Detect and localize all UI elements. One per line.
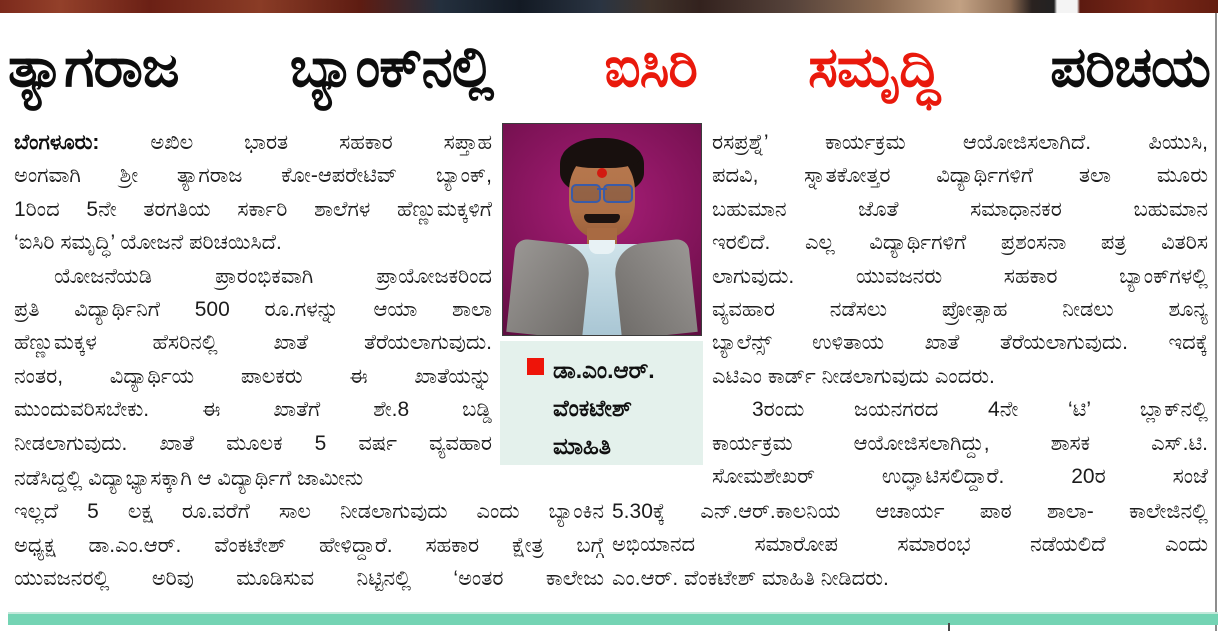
dateline: ಬೆಂಗಳೂರು:: [14, 131, 100, 154]
left-column-narrow: [14, 126, 492, 460]
caption-bullet-row: [527, 358, 553, 376]
body-line: ಮುಂದುವರಿಸಬೇಕು. ಈ ಖಾತೆಗೆ ಶೇ.8 ಬಡ್ಡಿ: [14, 398, 492, 422]
article-headline: [8, 34, 1210, 118]
headline-red-part: ಐಸಿರಿ ಸಮೃದ್ಧಿ: [604, 35, 940, 98]
body-line: ಕಾರ್ಯಕ್ರಮ ಆಯೋಜಿಸಲಾಗಿದ್ದು, ಶಾಸಕ ಎಸ್.ಟಿ.: [712, 431, 1208, 455]
body-line: ಅಭಿಯಾನದ ಸಮಾರೋಪ ಸಮಾರಂಭ ನಡೆಯಲಿದೆ ಎಂದು: [612, 533, 1208, 557]
body-line: 5.30ಕ್ಕೆ ಎನ್.ಆರ್.ಕಾಲನಿಯ ಆಚಾರ್ಯ ಪಾಠ ಶಾಲಾ- ಕಾಲೇಜಿನಲ್ಲಿ: [612, 500, 1208, 523]
body-line: ‘ಐಸಿರಿ ಸಮೃದ್ಧಿ’ ಯೋಜನೆ ಪರಿಚಯಿಸಿದೆ.: [14, 231, 282, 255]
portrait-tilak: [597, 168, 607, 178]
portrait-hairline: [563, 142, 641, 168]
caption-line: ವೆಂಕಟೇಶ್: [553, 395, 632, 421]
top-cropped-photo-strip: [0, 0, 1218, 13]
left-column-wide: [14, 462, 604, 596]
portrait-photo: [502, 123, 702, 336]
glasses-left-lens: [571, 184, 601, 203]
red-square-bullet-icon: [527, 358, 544, 375]
body-line: ನಡೆಸಿದ್ದಲ್ಲಿ ವಿದ್ಯಾಭ್ಯಾಸಕ್ಕಾಗಿ ಆ ವಿದ್ಯಾರ್ಥಿಗೆ ಜಾಮೀನು: [14, 467, 364, 490]
section-divider-bar: [8, 612, 1218, 625]
portrait-glasses: [569, 184, 635, 200]
portrait-mustache: [584, 214, 620, 223]
body-line: ಎಟಿಎಂ ಕಾರ್ಡ್ ನೀಡಲಾಗುವುದು ಎಂದರು.: [712, 364, 995, 388]
headline-black-part2: ಪರಿಚಯ: [1050, 35, 1210, 98]
body-line: ಇರಲಿದೆ. ಎಲ್ಲ ವಿದ್ಯಾರ್ಥಿಗಳಿಗೆ ಪ್ರಶಂಸನಾ ಪತ್ರ ವಿತರಿಸ: [712, 231, 1208, 255]
portrait-collar: [589, 240, 615, 254]
body-line: ಯೋಜನೆಯಡಿ ಪ್ರಾರಂಭಿಕವಾಗಿ ಪ್ರಾಯೋಜಕರಿಂದ: [54, 264, 492, 288]
glasses-bridge: [597, 188, 607, 190]
body-line: ಎಂ.ಆರ್. ವೆಂಕಟೇಶ್ ಮಾಹಿತಿ ನೀಡಿದರು.: [612, 566, 889, 590]
glasses-right-lens: [603, 184, 633, 203]
portrait-vest-right: [612, 238, 697, 336]
body-line: ಯುವಜನರಲ್ಲಿ ಅರಿವು ಮೂಡಿಸುವ ನಿಟ್ಟಿನಲ್ಲಿ ‘ಅಂತರ ಕಾಲೇಜು: [14, 567, 604, 591]
body-line: ಸೋಮಶೇಖರ್ ಉದ್ಘಾಟಿಸಲಿದ್ದಾರೆ. 20ರ ಸಂಜೆ: [712, 464, 1208, 488]
body-line: ಬ್ಯಾಲೆನ್ಸ್ ಉಳಿತಾಯ ಖಾತೆ ತೆರೆಯಲಾಗುವುದು. ಇದಕ್ಕೆ: [712, 331, 1208, 355]
caption-line: ಮಾಹಿತಿ: [553, 433, 611, 459]
body-line: ಅಂಗವಾಗಿ ಶ್ರೀ ತ್ಯಾಗರಾಜ ಕೋ-ಆಪರೇಟಿವ್ ಬ್ಯಾಂಕ್,: [14, 164, 492, 188]
body-line: ರಸಪ್ರಶ್ನೆ’ ಕಾರ್ಯಕ್ರಮ ಆಯೋಜಿಸಲಾಗಿದೆ. ಪಿಯುಸಿ,: [712, 131, 1208, 154]
body-line: ಲಾಗುವುದು. ಯುವಜನರು ಸಹಕಾರ ಬ್ಯಾಂಕ್‌ಗಳಲ್ಲಿ: [712, 264, 1208, 288]
body-line: ಹೆಣ್ಣುಮಕ್ಕಳ ಹೆಸರಿನಲ್ಲಿ ಖಾತೆ ತೆರೆಯಲಾಗುವುದು.: [14, 331, 492, 355]
body-line: ನೀಡಲಾಗುವುದು. ಖಾತೆ ಮೂಲಕ 5 ವರ್ಷ ವ್ಯವಹಾರ: [14, 431, 492, 455]
right-column-narrow: [712, 126, 1208, 493]
body-text: ಅಖಿಲ ಭಾರತ ಸಹಕಾರ ಸಪ್ತಾಹ: [150, 131, 492, 154]
page-right-rule: [1215, 13, 1217, 631]
body-line: ಬಹುಮಾನ ಜೊತೆ ಸಮಾಧಾನಕರ ಬಹುಮಾನ: [712, 197, 1208, 221]
body-line: ಪ್ರತಿ ವಿದ್ಯಾರ್ಥಿನಿಗೆ 500 ರೂ.ಗಳನ್ನು ಆಯಾ ಶಾಲಾ: [14, 297, 492, 321]
body-line: ನಂತರ, ವಿದ್ಯಾರ್ಥಿಯ ಪಾಲಕರು ಈ ಖಾತೆಯನ್ನು: [14, 364, 492, 388]
body-line: ಪದವಿ, ಸ್ನಾತಕೋತ್ತರ ವಿದ್ಯಾರ್ಥಿಗಳಿಗೆ ತಲಾ ಮೂರು: [712, 164, 1208, 188]
body-line: 1ರಿಂದ 5ನೇ ತರಗತಿಯ ಸರ್ಕಾರಿ ಶಾಲೆಗಳ ಹೆಣ್ಣುಮಕ್ಕಳಿಗೆ: [14, 197, 492, 221]
caption-text: [553, 351, 698, 465]
right-column-wide: [612, 495, 1208, 595]
photo-caption-box: [500, 341, 703, 465]
caption-line: ಡಾ.ಎಂ.ಆರ್.: [553, 357, 655, 383]
headline-black-part1: ತ್ಯಾಗರಾಜ ಬ್ಯಾಂಕ್‌ನಲ್ಲಿ: [8, 35, 494, 98]
body-line: ವ್ಯವಹಾರ ನಡೆಸಲು ಪ್ರೋತ್ಸಾಹ ನೀಡಲು ಶೂನ್ಯ: [712, 297, 1208, 321]
body-line: 3ರಂದು ಜಯನಗರದ 4ನೇ ‘ಟಿ’ ಬ್ಲಾಕ್‌ನಲ್ಲಿ: [752, 398, 1208, 422]
next-section-column-rule: [948, 623, 950, 631]
body-line: ಅಧ್ಯಕ್ಷ ಡಾ.ಎಂ.ಆರ್. ವೆಂಕಟೇಶ್ ಹೇಳಿದ್ದಾರೆ. ಸಹಕಾರ ಕ್ಷೇತ್ರ ಬಗ್ಗೆ: [14, 533, 604, 557]
body-line: ಇಲ್ಲದೆ 5 ಲಕ್ಷ ರೂ.ವರೆಗೆ ಸಾಲ ನೀಡಲಾಗುವುದು ಎಂದು ಬ್ಯಾಂಕಿನ: [14, 500, 604, 524]
body-line: [14, 126, 492, 159]
portrait-vest-left: [506, 238, 591, 336]
